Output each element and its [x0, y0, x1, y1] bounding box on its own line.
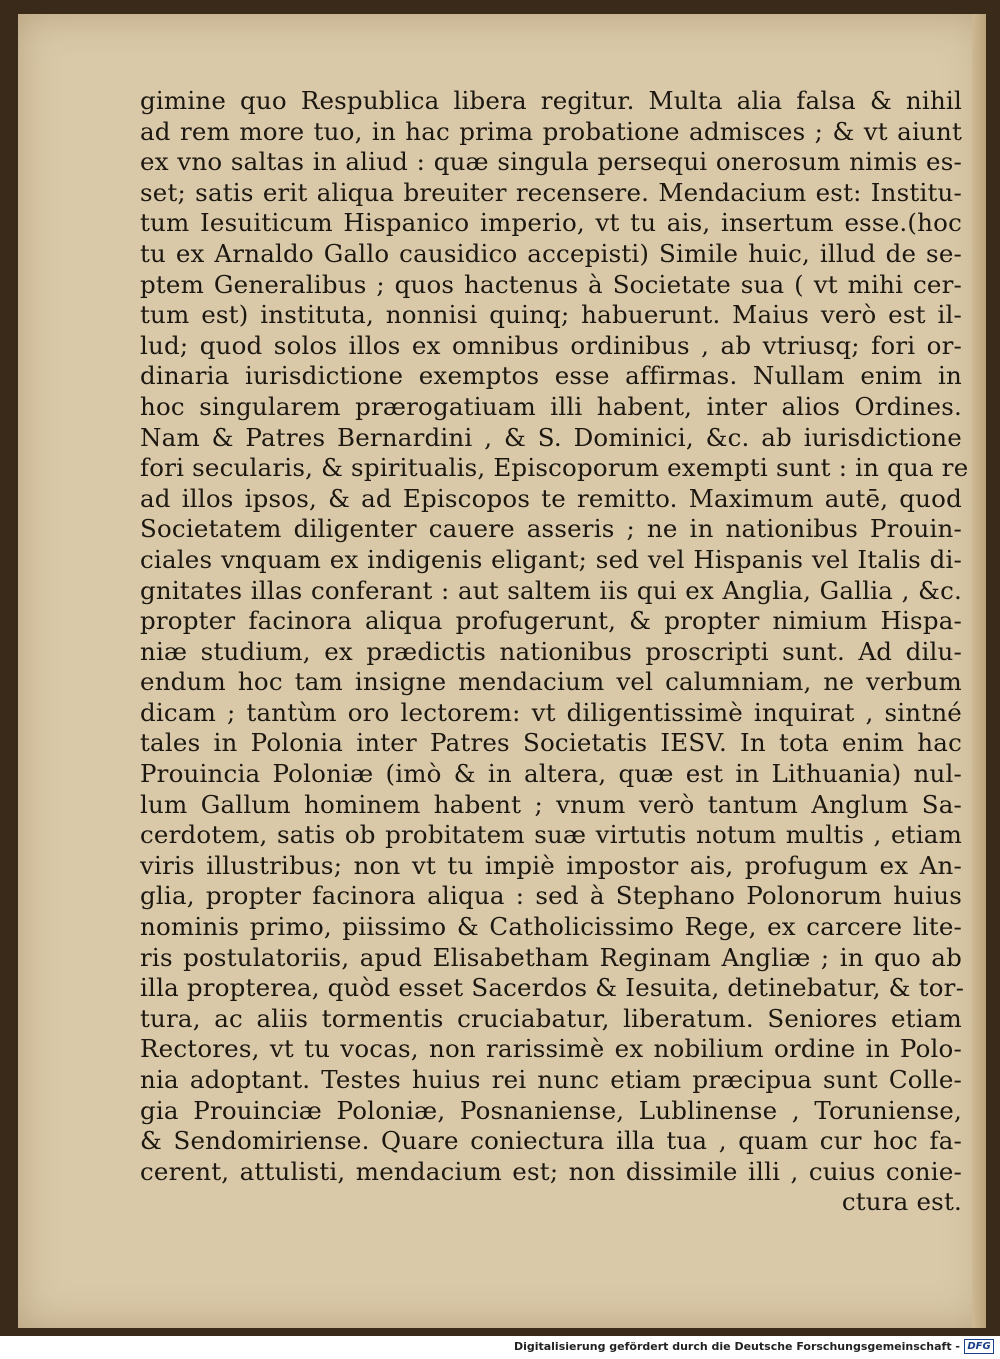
text-line: tales in Polonia inter Patres Societatis IESV. In tota enim hac [140, 728, 962, 758]
text-line: lum Gallum hominem habent ; vnum verò tantum Anglum Sa- [140, 789, 962, 819]
text-line: cerdotem, satis ob probitatem suæ virtutis notum multis , etiam [140, 820, 962, 850]
text-line: ad rem more tuo, in hac prima probatione admisces ; & vt aiunt [140, 116, 962, 146]
text-line: propter facinora aliqua profugerunt, & propter nimium Hispa- [140, 606, 962, 636]
text-line: gia Prouinciæ Poloniæ, Posnaniense, Lublinense , Toruniense, [140, 1095, 962, 1125]
text-line: dinaria iurisdictione exemptos esse affirmas. Nullam enim in [140, 361, 962, 391]
digitization-footer [0, 1336, 1000, 1359]
text-line: glia, propter facinora aliqua : sed à Stephano Polonorum huius [140, 881, 962, 911]
text-line: viris illustribus; non vt tu impiè impostor ais, profugum ex An- [140, 850, 962, 880]
text-line: Nam & Patres Bernardini , & S. Dominici, &c. ab iurisdictione [140, 422, 962, 452]
text-line: ad illos ipsos, & ad Episcopos te remitto. Maximum autē, quod [140, 483, 962, 513]
text-line: fori secularis, & spiritualis, Episcoporum exempti sunt : in qua re [140, 453, 969, 483]
text-line-final: ctura est. [841, 1187, 962, 1217]
text-line: hoc singularem prærogatiuam illi habent, inter alios Ordines. [140, 391, 962, 421]
text-line: dicam ; tantùm oro lectorem: vt diligentissimè inquirat , sintné [140, 697, 962, 727]
page-edge [972, 14, 986, 1328]
text-line: ciales vnquam ex indigenis eligant; sed vel Hispanis vel Italis di- [140, 544, 962, 574]
text-line: set; satis erit aliqua breuiter recensere. Mendacium est: Institu- [140, 177, 962, 207]
funding-credit: Digitalisierung gefördert durch die Deutsche Forschungsgemeinschaft - [513, 1340, 960, 1353]
text-line: ptem Generalibus ; quos hactenus à Societate sua ( vt mihi cer- [140, 269, 962, 299]
text-line: cerent, attulisti, mendacium est; non dissimile illi , cuius conie- [140, 1156, 962, 1186]
text-line: tum Iesuiticum Hispanico imperio, vt tu ais, insertum esse.(hoc [140, 208, 962, 238]
text-line: nia adoptant. Testes huius rei nunc etiam præcipua sunt Colle- [140, 1065, 962, 1094]
text-line: ex vno saltas in aliud : quæ singula persequi onerosum nimis es- [140, 147, 962, 177]
text-line: Prouincia Poloniæ (imò & in altera, quæ est in Lithuania) nul- [140, 759, 962, 789]
text-line: gimine quo Respublica libera regitur. Multa alia falsa & nihil [140, 86, 962, 115]
text-line: niæ studium, ex prædictis nationibus proscripti sunt. Ad dilu- [140, 636, 962, 666]
text-line: Rectores, vt tu vocas, non rarissimè ex nobilium ordine in Polo- [140, 1034, 962, 1064]
text-line: gnitates illas conferant : aut saltem iis qui ex Anglia, Gallia , &c. [140, 575, 962, 605]
book-page [18, 14, 986, 1328]
text-line: illa propterea, quòd esset Sacerdos & Iesuita, detinebatur, & tor- [140, 973, 965, 1003]
text-line: Societatem diligenter cauere asseris ; ne in nationibus Prouin- [140, 514, 962, 544]
text-line: nominis primo, piissimo & Catholicissimo Rege, ex carcere lite- [140, 912, 962, 942]
text-line: ris postulatoriis, apud Elisabetham Reginam Angliæ ; in quo ab [140, 942, 962, 972]
body-text [140, 86, 969, 1218]
text-line: lud; quod solos illos ex omnibus ordinibus , ab vtriusq; fori or- [140, 330, 962, 360]
text-line: endum hoc tam insigne mendacium vel calumniam, ne verbum [140, 667, 962, 697]
text-line: tura, ac aliis tormentis cruciabatur, liberatum. Seniores etiam [140, 1003, 962, 1033]
text-line: & Sendomiriense. Quare coniectura illa tua , quam cur hoc fa- [140, 1126, 962, 1156]
text-line: tu ex Arnaldo Gallo causidico accepisti) Simile huic, illud de se- [140, 238, 962, 268]
dfg-logo: DFG [964, 1339, 994, 1354]
text-line: tum est) instituta, nonnisi quinq; habuerunt. Maius verò est il- [140, 300, 962, 330]
